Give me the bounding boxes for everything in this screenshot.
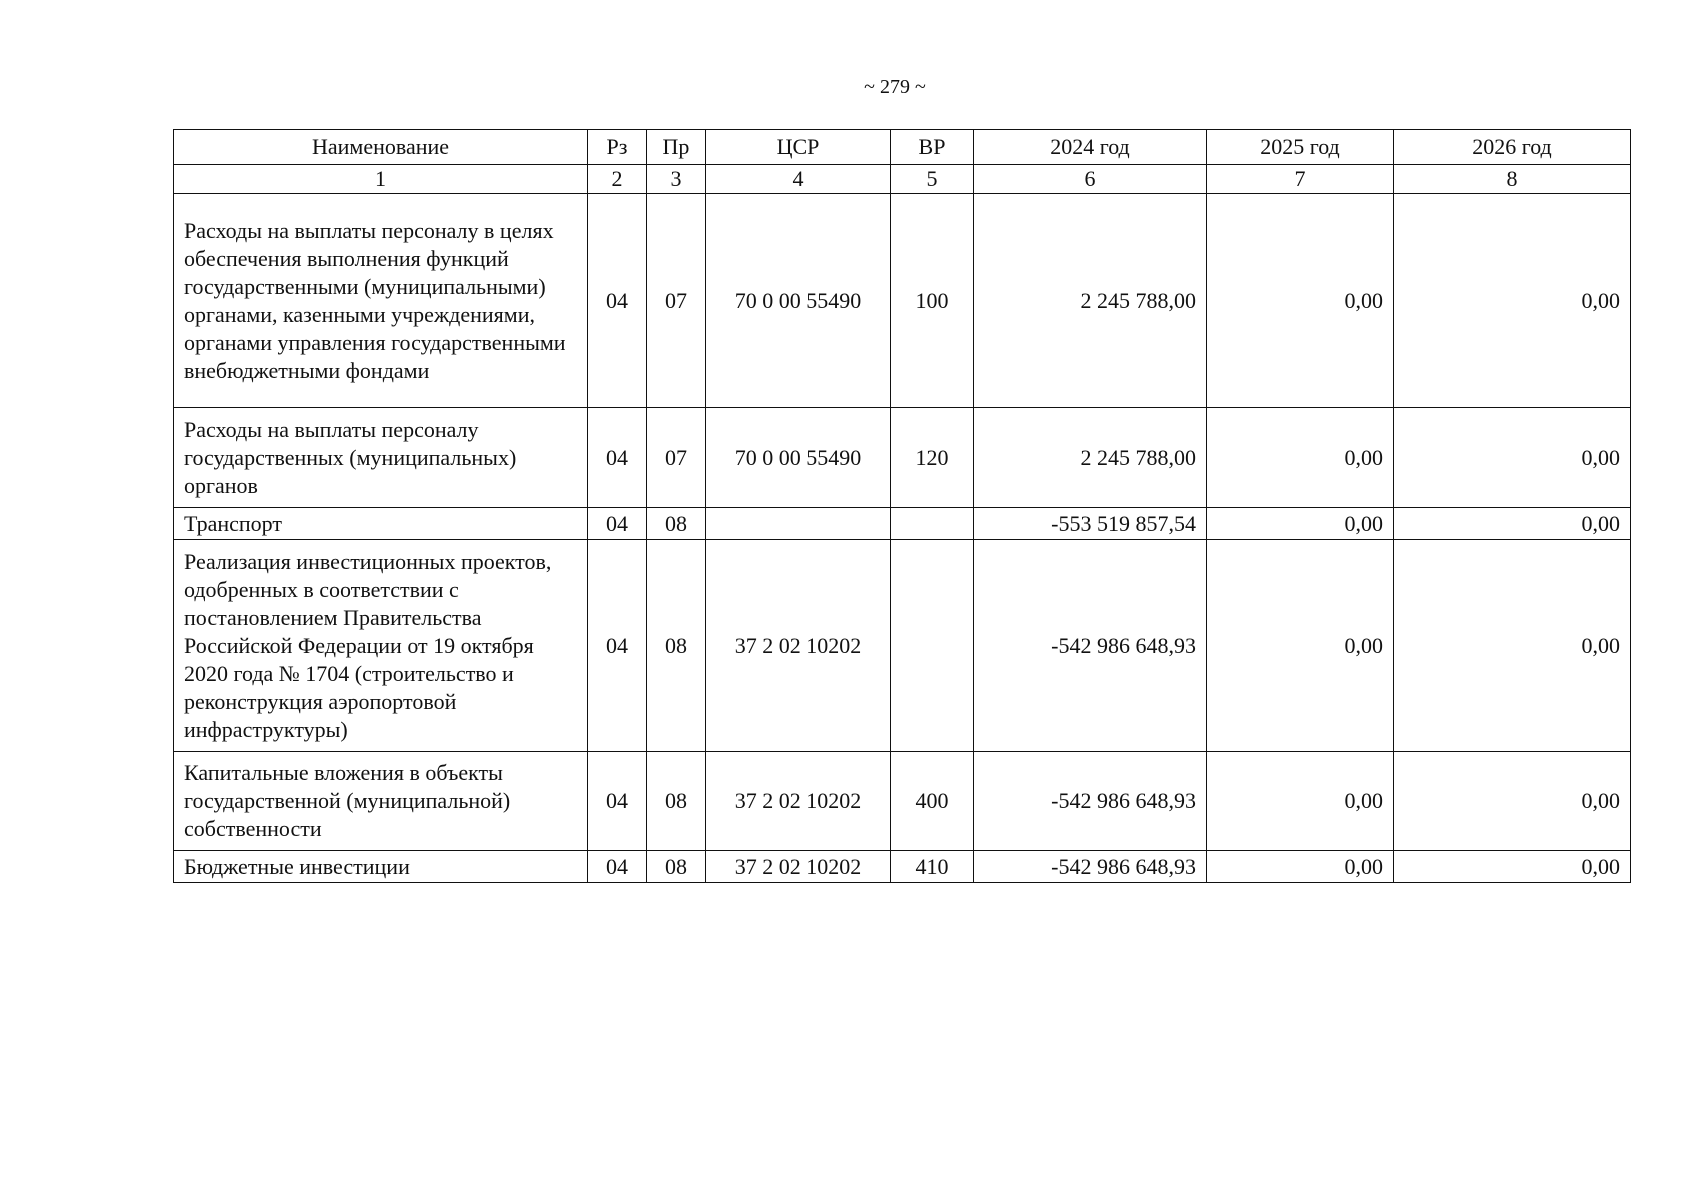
row-2025: 0,00 <box>1207 752 1394 851</box>
column-number: 3 <box>647 165 706 194</box>
table-row <box>174 194 1631 408</box>
table-body <box>174 194 1631 883</box>
table-header <box>174 130 1631 194</box>
column-number: 2 <box>588 165 647 194</box>
table-row <box>174 540 1631 752</box>
row-vr: 410 <box>891 851 974 883</box>
row-csr: 70 0 00 55490 <box>706 194 891 408</box>
row-2026: 0,00 <box>1394 540 1631 752</box>
row-rz: 04 <box>588 508 647 540</box>
row-csr <box>706 508 891 540</box>
row-pr: 08 <box>647 540 706 752</box>
column-number: 7 <box>1207 165 1394 194</box>
row-pr: 08 <box>647 752 706 851</box>
row-2024: -542 986 648,93 <box>974 540 1207 752</box>
column-number: 4 <box>706 165 891 194</box>
row-vr: 400 <box>891 752 974 851</box>
row-2025: 0,00 <box>1207 540 1394 752</box>
header-2025: 2025 год <box>1207 130 1394 165</box>
row-name: Бюджетные инвестиции <box>174 851 588 883</box>
row-pr: 08 <box>647 508 706 540</box>
row-csr: 70 0 00 55490 <box>706 408 891 508</box>
row-csr: 37 2 02 10202 <box>706 752 891 851</box>
header-vr: ВР <box>891 130 974 165</box>
row-name: Транспорт <box>174 508 588 540</box>
column-number: 6 <box>974 165 1207 194</box>
row-name: Расходы на выплаты персоналу государственных (муниципальных) органов <box>174 408 588 508</box>
row-2026: 0,00 <box>1394 194 1631 408</box>
row-name: Капитальные вложения в объекты государственной (муниципальной) собственности <box>174 752 588 851</box>
column-number: 5 <box>891 165 974 194</box>
table-row <box>174 752 1631 851</box>
row-csr: 37 2 02 10202 <box>706 540 891 752</box>
row-2025: 0,00 <box>1207 194 1394 408</box>
table-row <box>174 508 1631 540</box>
row-name: Расходы на выплаты персоналу в целях обеспечения выполнения функций государственными (муниципальными) органами, казенными учреждениями, органами управления государственными внебюджетными фондами <box>174 194 588 408</box>
header-row <box>174 130 1631 165</box>
header-rz: Рз <box>588 130 647 165</box>
page-number: ~ 279 ~ <box>864 76 926 98</box>
header-2024: 2024 год <box>974 130 1207 165</box>
header-name: Наименование <box>174 130 588 165</box>
row-vr <box>891 508 974 540</box>
column-number: 1 <box>174 165 588 194</box>
row-rz: 04 <box>588 752 647 851</box>
row-2024: 2 245 788,00 <box>974 408 1207 508</box>
row-pr: 07 <box>647 194 706 408</box>
row-vr: 120 <box>891 408 974 508</box>
row-2026: 0,00 <box>1394 752 1631 851</box>
row-2025: 0,00 <box>1207 408 1394 508</box>
row-2026: 0,00 <box>1394 408 1631 508</box>
budget-table <box>173 129 1631 883</box>
header-pr: Пр <box>647 130 706 165</box>
row-name: Реализация инвестиционных проектов, одобренных в соответствии с постановлением Правительства Российской Федерации от 19 октября 2020 года № 1704 (строительство и реконструкция аэропортовой инфраструктуры) <box>174 540 588 752</box>
row-2024: 2 245 788,00 <box>974 194 1207 408</box>
row-2024: -542 986 648,93 <box>974 851 1207 883</box>
row-csr: 37 2 02 10202 <box>706 851 891 883</box>
row-2026: 0,00 <box>1394 851 1631 883</box>
row-2024: -542 986 648,93 <box>974 752 1207 851</box>
row-2024: -553 519 857,54 <box>974 508 1207 540</box>
row-pr: 08 <box>647 851 706 883</box>
row-rz: 04 <box>588 408 647 508</box>
row-2025: 0,00 <box>1207 508 1394 540</box>
header-2026: 2026 год <box>1394 130 1631 165</box>
row-rz: 04 <box>588 851 647 883</box>
column-number: 8 <box>1394 165 1631 194</box>
header-csr: ЦСР <box>706 130 891 165</box>
row-pr: 07 <box>647 408 706 508</box>
row-2026: 0,00 <box>1394 508 1631 540</box>
row-vr: 100 <box>891 194 974 408</box>
table-row <box>174 408 1631 508</box>
column-number-row <box>174 165 1631 194</box>
table-row <box>174 851 1631 883</box>
row-rz: 04 <box>588 194 647 408</box>
row-rz: 04 <box>588 540 647 752</box>
row-2025: 0,00 <box>1207 851 1394 883</box>
row-vr <box>891 540 974 752</box>
